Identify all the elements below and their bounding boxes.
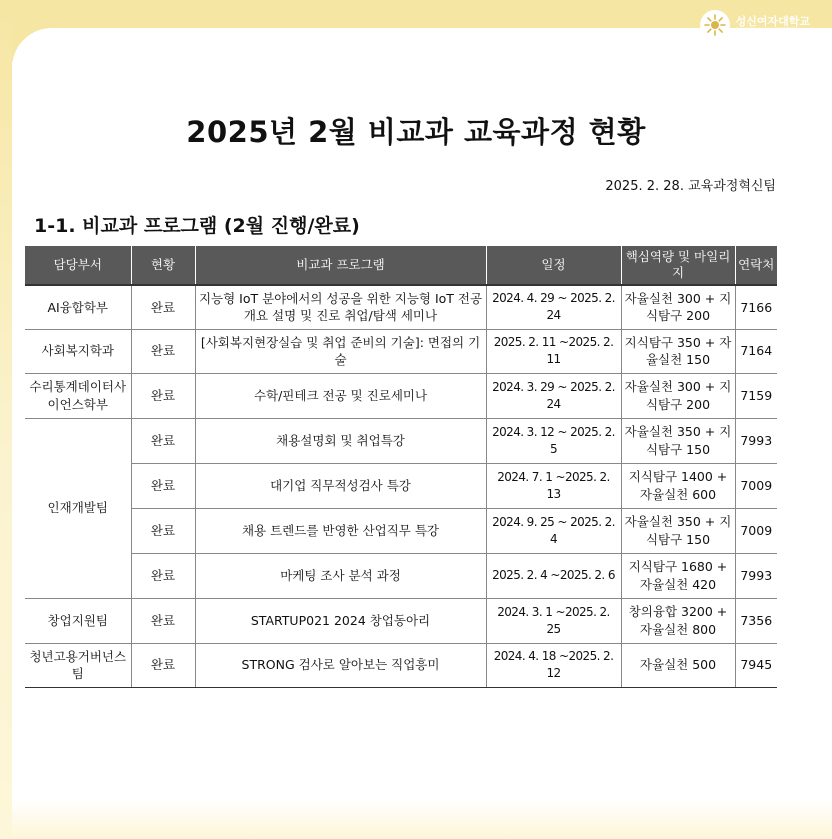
cell-mileage: 자율실천 300 + 지식탐구 200 bbox=[621, 373, 735, 418]
cell-contact: 7356 bbox=[735, 598, 777, 643]
table-header-row bbox=[25, 246, 777, 285]
cell-mileage: 창의융합 3200 + 자율실천 800 bbox=[621, 598, 735, 643]
cell-dept: AI융합학부 bbox=[25, 285, 131, 329]
cell-program: STARTUP021 2024 창업동아리 bbox=[195, 598, 486, 643]
cell-schedule: 2024. 3. 12 ~ 2025. 2. 5 bbox=[486, 418, 621, 463]
cell-dept: 창업지원팀 bbox=[25, 598, 131, 643]
header-schedule: 일정 bbox=[486, 246, 621, 285]
cell-schedule: 2024. 3. 29 ~ 2025. 2. 24 bbox=[486, 373, 621, 418]
cell-status: 완료 bbox=[131, 418, 195, 463]
emblem-icon bbox=[700, 10, 730, 40]
cell-schedule: 2024. 3. 1 ~2025. 2. 25 bbox=[486, 598, 621, 643]
header-contact: 연락처 bbox=[735, 246, 777, 285]
logo-name-ko: 성신여자대학교 bbox=[735, 15, 810, 29]
cell-status: 완료 bbox=[131, 553, 195, 598]
cell-mileage: 지식탐구 1400 + 자율실천 600 bbox=[621, 463, 735, 508]
date-team: 2025. 2. 28. 교육과정혁신팀 bbox=[605, 179, 776, 194]
cell-schedule: 2024. 9. 25 ~ 2025. 2. 4 bbox=[486, 508, 621, 553]
university-logo bbox=[700, 10, 810, 40]
section-title: 1-1. 비교과 프로그램 (2월 진행/완료) bbox=[34, 215, 360, 237]
cell-schedule: 2024. 7. 1 ~2025. 2. 13 bbox=[486, 463, 621, 508]
cell-status: 완료 bbox=[131, 373, 195, 418]
cell-program: [사회복지현장실습 및 취업 준비의 기술]: 면접의 기술 bbox=[195, 329, 486, 373]
cell-program: 채용설명회 및 취업특강 bbox=[195, 418, 486, 463]
cell-contact: 7993 bbox=[735, 553, 777, 598]
cell-schedule: 2024. 4. 18 ~2025. 2. 12 bbox=[486, 643, 621, 687]
cell-mileage: 지식탐구 350 + 자율실천 150 bbox=[621, 329, 735, 373]
cell-mileage: 지식탐구 1680 + 자율실천 420 bbox=[621, 553, 735, 598]
cell-status: 완료 bbox=[131, 643, 195, 687]
program-table bbox=[25, 246, 777, 688]
table-row bbox=[25, 643, 777, 687]
table-row bbox=[25, 553, 777, 598]
table-row bbox=[25, 508, 777, 553]
cell-contact: 7009 bbox=[735, 508, 777, 553]
cell-schedule: 2025. 2. 11 ~2025. 2. 11 bbox=[486, 329, 621, 373]
cell-program: 마케팅 조사 분석 과정 bbox=[195, 553, 486, 598]
cell-program: 대기업 직무적성검사 특강 bbox=[195, 463, 486, 508]
cell-dept: 사회복지학과 bbox=[25, 329, 131, 373]
header-dept: 담당부서 bbox=[25, 246, 131, 285]
cell-contact: 7159 bbox=[735, 373, 777, 418]
cell-status: 완료 bbox=[131, 508, 195, 553]
cell-mileage: 자율실천 300 + 지식탐구 200 bbox=[621, 285, 735, 329]
table-row bbox=[25, 329, 777, 373]
table-row bbox=[25, 285, 777, 329]
header-status: 현황 bbox=[131, 246, 195, 285]
cell-dept-merged: 인재개발팀 bbox=[25, 418, 131, 598]
cell-contact: 7945 bbox=[735, 643, 777, 687]
cell-program: 채용 트렌드를 반영한 산업직무 특강 bbox=[195, 508, 486, 553]
cell-program: 지능형 IoT 분야에서의 성공을 위한 지능형 IoT 전공 개요 설명 및 진로 취업/탐색 세미나 bbox=[195, 285, 486, 329]
cell-status: 완료 bbox=[131, 329, 195, 373]
cell-contact: 7164 bbox=[735, 329, 777, 373]
cell-contact: 7009 bbox=[735, 463, 777, 508]
cell-contact: 7993 bbox=[735, 418, 777, 463]
cell-dept: 수리통계데이터사이언스학부 bbox=[25, 373, 131, 418]
bottom-fade bbox=[0, 799, 832, 839]
cell-mileage: 자율실천 350 + 지식탐구 150 bbox=[621, 418, 735, 463]
header-mileage: 핵심역량 및 마일리지 bbox=[621, 246, 735, 285]
cell-status: 완료 bbox=[131, 463, 195, 508]
cell-schedule: 2025. 2. 4 ~2025. 2. 6 bbox=[486, 553, 621, 598]
cell-status: 완료 bbox=[131, 598, 195, 643]
table-row bbox=[25, 463, 777, 508]
cell-program: 수학/핀테크 전공 및 진로세미나 bbox=[195, 373, 486, 418]
cell-program: STRONG 검사로 알아보는 직업흥미 bbox=[195, 643, 486, 687]
cell-schedule: 2024. 4. 29 ~ 2025. 2. 24 bbox=[486, 285, 621, 329]
cell-mileage: 자율실천 500 bbox=[621, 643, 735, 687]
cell-contact: 7166 bbox=[735, 285, 777, 329]
page-title: 2025년 2월 비교과 교육과정 현황 bbox=[186, 115, 646, 149]
header-program: 비교과 프로그램 bbox=[195, 246, 486, 285]
table-row bbox=[25, 598, 777, 643]
logo-name-en: SUNGSHIN UNIVERSITY bbox=[735, 28, 800, 34]
cell-dept: 청년고용거버넌스팀 bbox=[25, 643, 131, 687]
cell-status: 완료 bbox=[131, 285, 195, 329]
table-row bbox=[25, 418, 777, 463]
cell-mileage: 자율실천 350 + 지식탐구 150 bbox=[621, 508, 735, 553]
table-row bbox=[25, 373, 777, 418]
